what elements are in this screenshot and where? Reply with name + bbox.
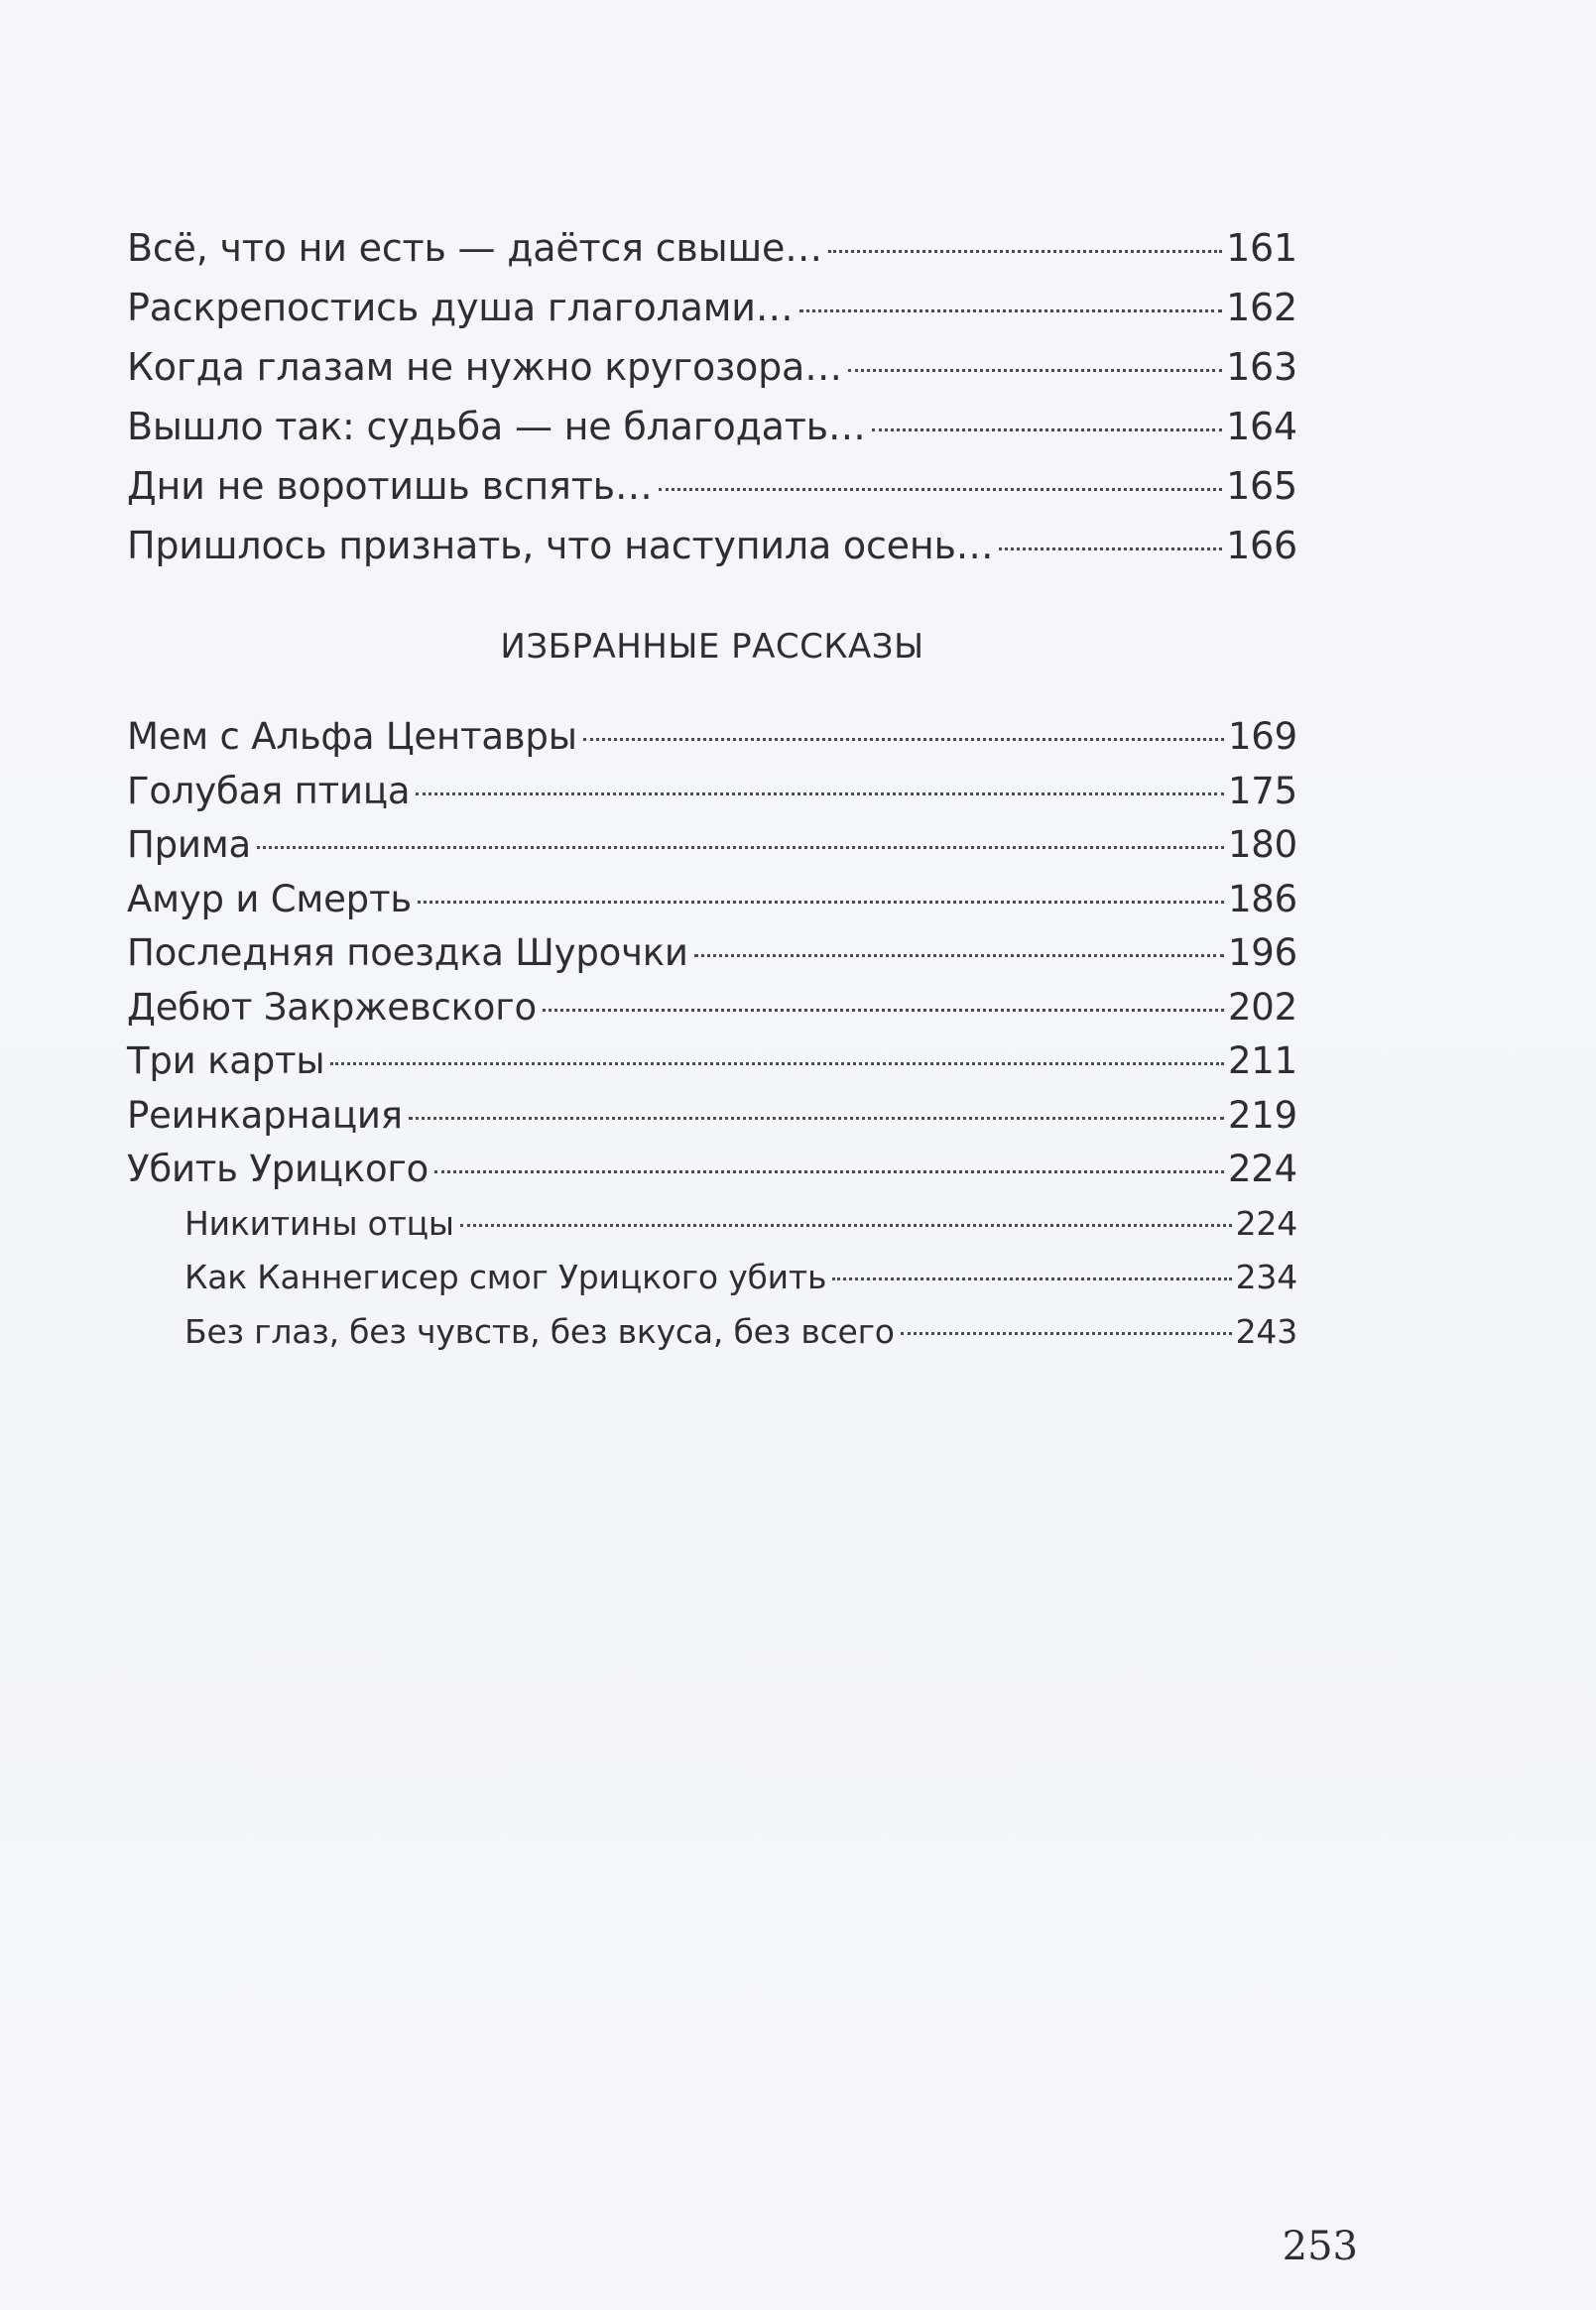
toc-entry-title: Амур и Смерть xyxy=(127,877,412,920)
dot-leader xyxy=(901,1332,1232,1335)
dot-leader xyxy=(848,369,1222,372)
toc-subentry-page: 243 xyxy=(1235,1311,1297,1351)
toc-entry-title: Когда глазам не нужно кругозора… xyxy=(127,345,842,389)
toc-entry xyxy=(127,873,1297,927)
dot-leader xyxy=(832,1277,1231,1280)
toc-subentry-page: 224 xyxy=(1235,1203,1297,1243)
toc-entry-title: Убить Урицкого xyxy=(127,1148,430,1190)
toc-entry-page: 163 xyxy=(1226,345,1297,389)
toc-list-stories xyxy=(127,710,1297,1359)
dot-leader xyxy=(409,1117,1224,1120)
toc-entry-title: Всё, что ни есть — даётся свыше… xyxy=(127,226,822,270)
toc-entry-title: Раскрепостись душа глаголами… xyxy=(127,286,794,329)
toc-entry-title: Пришлось признать, что наступила осень… xyxy=(127,524,994,567)
toc-entry-title: Дебют Закржевского xyxy=(127,985,537,1029)
toc-entry xyxy=(127,1089,1297,1144)
toc-entry-title: Последняя поездка Шурочки xyxy=(127,931,688,974)
toc-entry-page: 224 xyxy=(1227,1148,1297,1190)
toc-subentry xyxy=(127,1305,1297,1360)
toc-entry-page: 169 xyxy=(1227,715,1297,758)
toc-entry xyxy=(127,516,1297,575)
dot-leader xyxy=(694,954,1224,957)
toc-entry-title: Мем с Альфа Центавры xyxy=(127,715,577,758)
toc-subentry xyxy=(127,1251,1297,1305)
toc-subentry xyxy=(127,1197,1297,1252)
toc-entry xyxy=(127,1034,1297,1089)
section-heading: ИЗБРАННЫЕ РАССКАЗЫ xyxy=(500,627,924,667)
toc-entry-page: 202 xyxy=(1227,985,1297,1029)
toc-entry xyxy=(127,981,1297,1035)
toc-entry-page: 219 xyxy=(1227,1093,1297,1137)
toc-entry-page: 180 xyxy=(1227,823,1297,866)
dot-leader xyxy=(460,1224,1232,1227)
toc-subentry-page: 234 xyxy=(1235,1258,1297,1296)
page-number: 253 xyxy=(1282,2224,1358,2269)
dot-leader xyxy=(799,309,1223,312)
dot-leader xyxy=(418,901,1224,904)
toc-entry xyxy=(127,337,1297,397)
dot-leader xyxy=(434,1170,1224,1173)
dot-leader xyxy=(828,250,1222,253)
toc-subentry-title: Без глаз, без чувств, без вкуса, без всего xyxy=(184,1311,895,1351)
toc-entry-page: 166 xyxy=(1226,524,1297,567)
toc-entry-title: Голубая птица xyxy=(127,769,411,812)
toc-entry xyxy=(127,818,1297,873)
toc-entry xyxy=(127,397,1297,456)
toc-entry xyxy=(127,456,1297,516)
dot-leader xyxy=(416,792,1224,795)
toc-entry-title: Прима xyxy=(127,823,251,866)
toc-entry xyxy=(127,926,1297,981)
dot-leader xyxy=(659,488,1222,491)
toc-entry-page: 165 xyxy=(1226,464,1297,508)
toc-entry-title: Реинкарнация xyxy=(127,1093,403,1137)
toc-entry-page: 161 xyxy=(1226,226,1297,270)
dot-leader xyxy=(543,1009,1224,1012)
toc-entry-page: 196 xyxy=(1227,931,1297,974)
toc-subentry-title: Никитины отцы xyxy=(184,1203,454,1243)
dot-leader xyxy=(583,738,1224,741)
toc-entry xyxy=(127,1143,1297,1197)
toc-entry-page: 175 xyxy=(1227,769,1297,812)
dot-leader xyxy=(999,547,1222,550)
toc-entry xyxy=(127,278,1297,337)
toc-entry-page: 186 xyxy=(1227,877,1297,920)
dot-leader xyxy=(330,1062,1224,1065)
toc-entry xyxy=(127,765,1297,819)
toc-subentry-title: Как Каннегисер смог Урицкого убить xyxy=(184,1258,827,1296)
toc-entry xyxy=(127,710,1297,765)
toc-entry-page: 162 xyxy=(1226,286,1297,329)
toc-list-top xyxy=(127,218,1297,575)
toc-entry-title: Вышло так: судьба — не благодать… xyxy=(127,405,866,448)
toc-entry xyxy=(127,218,1297,278)
dot-leader xyxy=(872,428,1222,431)
toc-entry-title: Три карты xyxy=(127,1039,325,1082)
dot-leader xyxy=(257,846,1224,849)
toc-entry-page: 164 xyxy=(1226,405,1297,448)
toc-entry-page: 211 xyxy=(1227,1039,1297,1082)
table-of-contents xyxy=(127,218,1297,1359)
toc-entry-title: Дни не воротишь вспять… xyxy=(127,464,653,508)
